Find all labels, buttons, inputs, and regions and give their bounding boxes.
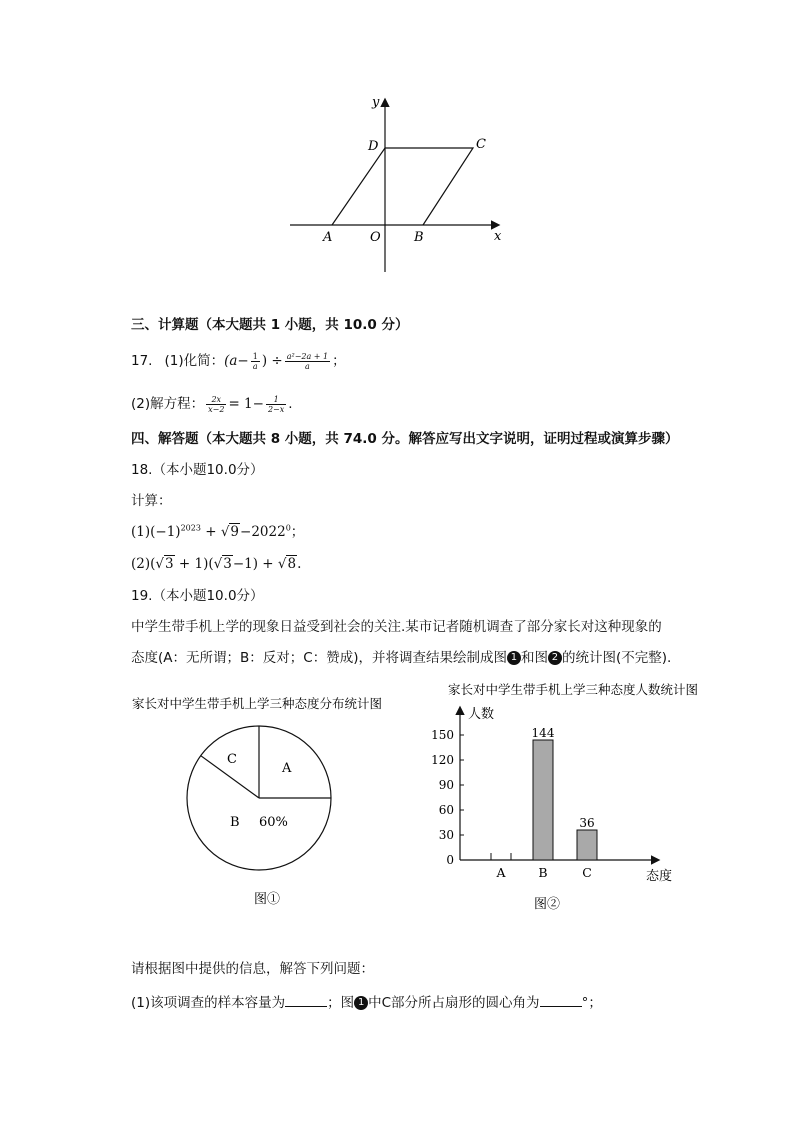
circled-number-1: 1	[354, 996, 368, 1010]
label-y: y	[372, 95, 380, 110]
q17-part2	[131, 390, 293, 418]
q17-p1-expr-b: ) ÷	[261, 353, 283, 369]
bar-title: 家长对中学生带手机上学三种态度人数统计图	[448, 682, 699, 697]
bar-category-label-a: A	[496, 865, 506, 880]
parallelogram-abcd	[332, 148, 473, 225]
label-a: A	[323, 230, 333, 245]
circled-number-2: 2	[548, 651, 562, 665]
q18-part1	[131, 523, 304, 541]
q18-p1-exponent: 2023	[180, 523, 201, 533]
pie-slice-label-b: B	[230, 815, 240, 830]
answer-blank-central-angle[interactable]	[540, 994, 582, 1007]
circled-number-1: 1	[507, 651, 521, 665]
label-o: O	[370, 230, 381, 245]
label-x: x	[494, 229, 502, 244]
q17-p2-prefix: (2)解方程：	[131, 396, 205, 412]
label-b: B	[414, 230, 424, 245]
q18-p1-end: ；	[290, 524, 305, 540]
pie-chart	[120, 688, 420, 918]
bar-caption: 图②	[534, 897, 561, 912]
q19-line1: 中学生带手机上学的现象日益受到社会的关注.某市记者随机调查了部分家长对这种现象的	[131, 619, 662, 635]
frac-denominator: x−2	[208, 404, 225, 414]
q17-p2-frac2	[266, 395, 286, 414]
parallelogram-figure	[280, 92, 510, 277]
section3-heading: 三、计算题（本大题共 1 小题，共 10.0 分）	[131, 317, 409, 333]
bar-y-tick-label: 90	[438, 778, 454, 792]
q19-q1-a: (1)该项调查的样本容量为	[131, 995, 286, 1011]
q18-intro: 计算：	[131, 493, 172, 509]
label-c: C	[476, 137, 486, 152]
q17-p2-frac1	[206, 395, 226, 414]
q18-p1-a: (1)(−1)	[131, 524, 181, 540]
q18-p1-exponent2: 0	[285, 523, 291, 533]
bar-y-tick-label: 30	[438, 828, 454, 842]
bar-chart	[420, 680, 730, 920]
q19-q1-b: ；图	[327, 995, 355, 1011]
frac-numerator: 1	[252, 351, 258, 361]
pie-slice-label-c: C	[227, 752, 237, 767]
bar-y-tick-label: 150	[431, 728, 454, 742]
q19-q1-d: °；	[581, 995, 602, 1011]
q17-p1-frac1	[251, 352, 260, 371]
bar-y-tick-label: 60	[438, 803, 454, 817]
q17-p2-mid: = 1−	[228, 396, 264, 412]
bar-b	[533, 740, 553, 860]
section4-heading: 四、解答题（本大题共 8 小题，共 74.0 分。解答应写出文字说明，证明过程或演算步骤）	[131, 431, 679, 447]
frac-numerator: a²−2a + 1	[286, 351, 329, 361]
q19-line2-b: 和图	[520, 650, 548, 666]
q18-p2-c: −1) + √	[232, 556, 287, 572]
frac-numerator: 1	[266, 395, 286, 405]
q17-p1-end: ；	[332, 353, 346, 369]
answer-blank-sample-size[interactable]	[285, 994, 327, 1007]
q17-p2-end: .	[288, 396, 293, 412]
q18-p1-b: + √	[200, 524, 230, 540]
q18-part2	[131, 555, 301, 573]
q17-number: 17.	[131, 353, 153, 369]
q19-header: 19.（本小题10.0分）	[131, 588, 264, 604]
q17-p1-prefix: (1)化简：	[164, 353, 225, 369]
q17-p1-expr-a: (a−	[224, 353, 249, 369]
bar-ylabel: 人数	[468, 707, 495, 722]
q19-q1-c: 中C部分所占扇形的圆心角为	[368, 995, 540, 1011]
q18-p2-radicand2: 3	[223, 556, 232, 572]
q18-p2-radicand1: 3	[165, 556, 174, 572]
q18-p2-radicand3: 8	[287, 556, 297, 572]
q18-p2-b: + 1)(√	[174, 556, 223, 572]
frac-denominator: 2−x	[267, 404, 285, 414]
bar-value-label-c: 36	[579, 816, 595, 830]
q18-p2-a: (2)(√	[131, 556, 164, 572]
bar-c	[577, 830, 597, 860]
bar-category-label-b: B	[538, 865, 548, 880]
q17-part1	[131, 347, 346, 375]
frac-numerator: 2x	[206, 395, 226, 405]
bar-xlabel: 态度	[646, 869, 673, 884]
q19-line2-c: 的统计图(不完整).	[561, 650, 672, 666]
q19-line2	[131, 649, 671, 667]
frac-denominator: a	[252, 361, 258, 371]
q18-header: 18.（本小题10.0分）	[131, 462, 264, 478]
q18-p1-radicand: 9	[230, 524, 240, 540]
q18-p2-end: .	[297, 556, 302, 572]
bar-y-tick-label: 0	[446, 853, 454, 867]
pie-caption: 图①	[254, 892, 281, 907]
q18-p1-c: −2022	[240, 524, 286, 540]
label-d: D	[368, 139, 379, 154]
bar-value-label-b: 144	[531, 726, 555, 740]
q19-line2-a: 态度(A：无所谓；B：反对；C：赞成)，并将调查结果绘制成图	[131, 650, 507, 666]
frac-denominator: a	[305, 361, 310, 371]
q17-p1-frac2	[285, 352, 330, 371]
bar-category-label-c: C	[582, 865, 592, 880]
pie-title: 家长对中学生带手机上学三种态度分布统计图	[132, 696, 383, 711]
q19-question1	[131, 994, 602, 1012]
pie-slice-label-a: A	[282, 761, 292, 776]
bar-y-tick-label: 120	[431, 753, 454, 767]
q19-prompt: 请根据图中提供的信息，解答下列问题：	[131, 961, 374, 977]
pie-value-label-b: 60%	[259, 815, 288, 830]
